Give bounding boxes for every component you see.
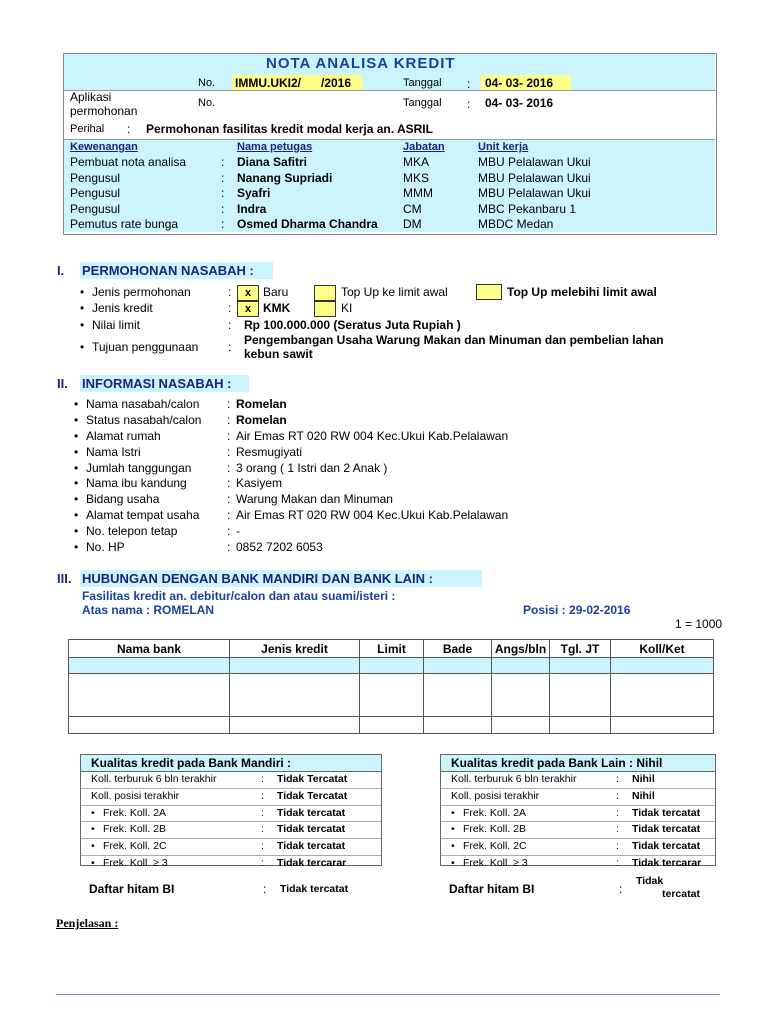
tujuan-value-1: Pengembangan Usaha Warung Makan dan Minuman dan pembelian lahan — [244, 333, 664, 347]
officer-name: Nanang Supriadi — [237, 170, 333, 185]
kualitas-row — [441, 822, 715, 839]
officer-colon: : — [221, 217, 225, 231]
officer-jabatan: MKA — [403, 155, 430, 169]
nasabah-label: • Bidang usaha — [86, 492, 159, 506]
officer-name: Diana Safitri — [237, 155, 308, 169]
kualitas-label: Koll. terburuk 6 bln terakhir — [91, 773, 217, 785]
kualitas-colon: : — [616, 823, 619, 836]
daftar-hitam-lain-value-2: tercatat — [662, 888, 700, 900]
checkbox-topup-lebih[interactable] — [476, 284, 502, 300]
kualitas-row — [441, 806, 715, 823]
officer-role: Pemutus rate bunga — [70, 217, 179, 231]
kualitas-lain-box — [440, 754, 716, 869]
th-bade: Bade — [424, 640, 492, 658]
kualitas-lain-title: Kualitas kredit pada Bank Lain : Nihil — [441, 755, 715, 772]
nasabah-label: • No. telepon tetap — [86, 524, 177, 538]
kualitas-label: • Frek. Koll. 2C — [463, 839, 527, 855]
nasabah-value: Air Emas RT 020 RW 004 Kec.Ukui Kab.Pelalawan — [236, 508, 509, 522]
nasabah-value: Kasiyem — [236, 476, 283, 490]
nasabah-label: • Nama ibu kandung — [86, 476, 187, 490]
section-2-number: II. — [57, 376, 68, 391]
section-1-number: I. — [57, 263, 65, 278]
officer-unit: MBU Pelalawan Ukui — [478, 155, 591, 169]
nilai-limit-colon: : — [228, 318, 232, 332]
kualitas-row — [441, 789, 715, 806]
section-1-title: PERMOHONAN NASABAH : — [82, 263, 254, 278]
kualitas-mandiri-box — [80, 754, 382, 869]
aplikasi-tanggal-value: 04- 03- 2016 — [485, 96, 554, 110]
option-topup-lebih: Top Up melebihi limit awal — [507, 285, 657, 299]
daftar-hitam-mandiri-colon: : — [263, 882, 267, 896]
nasabah-label: • Nama nasabah/calon — [86, 397, 199, 411]
officer-unit: MBC Pekanbaru 1 — [478, 201, 577, 216]
kualitas-row — [441, 856, 715, 872]
no-label: No. — [198, 77, 216, 89]
nasabah-label: • Status nasabah/calon — [86, 413, 201, 427]
section-3-title: HUBUNGAN DENGAN BANK MANDIRI DAN BANK LAIN : — [82, 571, 433, 586]
option-baru: Baru — [263, 285, 289, 299]
nasabah-label: • Jumlah tanggungan — [86, 461, 191, 475]
table-row — [69, 674, 714, 717]
daftar-hitam-mandiri-value: Tidak tercatat — [280, 883, 349, 895]
officer-name: Osmed Dharma Chandra — [237, 217, 378, 231]
document-title: NOTA ANALISA KREDIT — [266, 55, 456, 72]
tujuan-colon: : — [228, 340, 232, 354]
col-kewenangan: Kewenangan — [70, 141, 138, 153]
kualitas-row — [81, 839, 381, 856]
option-ki: KI — [341, 301, 353, 315]
kualitas-colon: : — [616, 806, 619, 819]
nasabah-colon: : — [227, 413, 231, 427]
perihal-value: Permohonan fasilitas kredit modal kerja an. ASRIL — [146, 122, 433, 136]
kualitas-colon: : — [616, 789, 619, 802]
officer-colon: : — [221, 201, 225, 216]
nasabah-label: • Alamat rumah — [86, 429, 161, 443]
nilai-limit-label: • Nilai limit — [92, 318, 140, 332]
th-koll-ket: Koll/Ket — [611, 640, 714, 658]
perihal-label: Perihal — [70, 123, 105, 135]
kualitas-value: Tidak tercatat — [277, 840, 346, 853]
daftar-hitam-lain-label: Daftar hitam BI — [449, 882, 535, 896]
kualitas-colon: : — [261, 823, 264, 836]
nasabah-value: 0852 7202 6053 — [236, 540, 323, 554]
kualitas-colon: : — [261, 806, 264, 819]
officer-colon: : — [221, 170, 225, 185]
tanggal-colon: : — [467, 77, 471, 91]
kualitas-value: Tidak tercarar — [277, 856, 347, 869]
officer-unit: MBU Pelalawan Ukui — [478, 170, 591, 185]
kualitas-row — [81, 772, 381, 789]
kualitas-row — [81, 789, 381, 806]
kualitas-value: Tidak tercatat — [277, 806, 346, 819]
jenis-kredit-label: • Jenis kredit — [92, 301, 153, 315]
col-nama-petugas: Nama petugas — [237, 141, 313, 153]
officer-jabatan: MMM — [403, 186, 433, 200]
nasabah-value: Warung Makan dan Minuman — [236, 492, 393, 506]
kualitas-label: Koll. posisi terakhir — [91, 789, 180, 802]
kualitas-value: Tidak Tercatat — [277, 773, 348, 785]
daftar-hitam-mandiri-label: Daftar hitam BI — [89, 882, 175, 896]
officer-role: Pembuat nota analisa — [70, 155, 187, 169]
nasabah-colon: : — [227, 397, 231, 411]
table-row — [69, 717, 714, 734]
table-row — [69, 658, 714, 674]
jenis-kredit-colon: : — [228, 301, 232, 315]
aplikasi-label-2: permohonan — [70, 104, 138, 118]
footer-divider — [56, 994, 720, 995]
section-2-title: INFORMASI NASABAH : — [82, 376, 232, 391]
kualitas-colon: : — [261, 856, 264, 869]
nasabah-colon: : — [227, 445, 231, 459]
tujuan-value-2: kebun sawit — [244, 347, 313, 361]
tanggal-label: Tanggal — [403, 77, 442, 89]
officer-colon: : — [221, 186, 225, 200]
col-unit-kerja: Unit kerja — [478, 141, 529, 153]
aplikasi-tanggal-colon: : — [467, 97, 471, 111]
kualitas-label: • Frek. Koll. ≥ 3 — [103, 856, 168, 872]
nasabah-colon: : — [227, 429, 231, 443]
th-nama-bank: Nama bank — [69, 640, 230, 658]
aplikasi-no-label: No. — [198, 97, 216, 109]
nasabah-label: • No. HP — [86, 540, 125, 554]
bank-relationship-table — [68, 639, 714, 734]
th-limit: Limit — [360, 640, 424, 658]
kualitas-value: Tidak tercatat — [632, 823, 701, 836]
checkbox-baru[interactable]: x — [237, 285, 259, 301]
kualitas-row — [81, 806, 381, 823]
nasabah-value: Romelan — [236, 413, 287, 427]
fasilitas-text: Fasilitas kredit an. debitur/calon dan atau suami/isteri : — [82, 589, 396, 603]
unit-note: 1 = 1000 — [675, 617, 723, 631]
penjelasan-label: Penjelasan : — [56, 916, 119, 930]
kualitas-colon: : — [261, 773, 264, 785]
kualitas-value: Tidak tercatat — [632, 840, 701, 853]
daftar-hitam-lain-colon: : — [619, 882, 623, 896]
kualitas-colon: : — [616, 840, 619, 853]
officer-jabatan: CM — [403, 201, 422, 216]
tujuan-label: • Tujuan penggunaan — [92, 340, 198, 354]
jenis-permohonan-colon: : — [228, 285, 232, 299]
aplikasi-label-1: Aplikasi — [70, 90, 112, 104]
daftar-hitam-lain-value-1: Tidak — [636, 875, 664, 887]
th-jenis-kredit: Jenis kredit — [230, 640, 360, 658]
nasabah-colon: : — [227, 461, 231, 475]
nasabah-value: Resmugiyati — [236, 445, 303, 459]
jenis-permohonan-label: • Jenis permohonan — [92, 285, 191, 299]
posisi-date: Posisi : 29-02-2016 — [523, 603, 631, 617]
officer-name: Indra — [237, 201, 267, 216]
kualitas-colon: : — [616, 773, 619, 785]
aplikasi-tanggal-label: Tanggal — [403, 97, 442, 109]
officer-unit: MBDC Medan — [478, 217, 554, 231]
kualitas-value: Tidak tercatat — [632, 806, 701, 819]
checkbox-topup-awal[interactable] — [314, 285, 336, 301]
officer-jabatan: DM — [403, 217, 422, 231]
kualitas-label: • Frek. Koll. 2A — [463, 806, 526, 822]
kualitas-label: • Frek. Koll. 2B — [103, 822, 166, 838]
officer-role: Pengusul — [70, 201, 121, 216]
kualitas-label: • Frek. Koll. ≥ 3 — [463, 856, 528, 872]
kualitas-value: Tidak Tercatat — [277, 789, 348, 802]
tanggal-value: 04- 03- 2016 — [485, 76, 554, 90]
divider-2 — [64, 139, 715, 140]
th-angs-bln: Angs/bln — [492, 640, 550, 658]
kualitas-row — [81, 856, 381, 872]
officer-name: Syafri — [237, 186, 271, 200]
nasabah-value: 3 orang ( 1 Istri dan 2 Anak ) — [236, 461, 388, 475]
no-value: IMMU.UKI2/ /2016 — [235, 76, 352, 90]
officer-jabatan: MKS — [403, 170, 430, 185]
nasabah-colon: : — [227, 524, 231, 538]
officer-role: Pengusul — [70, 170, 121, 185]
kualitas-row — [441, 772, 715, 789]
option-kmk: KMK — [263, 301, 291, 315]
kualitas-label: • Frek. Koll. 2C — [103, 839, 167, 855]
kualitas-row — [441, 839, 715, 856]
kualitas-value: Nihil — [632, 773, 655, 785]
section-3-number: III. — [57, 571, 72, 586]
th-tgl-jt: Tgl. JT — [550, 640, 611, 658]
nasabah-colon: : — [227, 476, 231, 490]
checkbox-kmk[interactable]: x — [237, 301, 259, 317]
kualitas-colon: : — [261, 840, 264, 853]
nasabah-colon: : — [227, 508, 231, 522]
atas-nama: Atas nama : ROMELAN — [82, 603, 215, 617]
kualitas-label: Koll. posisi terakhir — [451, 789, 540, 802]
officer-unit: MBU Pelalawan Ukui — [478, 186, 591, 200]
kualitas-value: Tidak tercarar — [632, 856, 702, 869]
perihal-colon: : — [127, 122, 131, 136]
kualitas-label: • Frek. Koll. 2B — [463, 822, 526, 838]
officer-colon: : — [221, 155, 225, 169]
kualitas-value: Tidak tercatat — [277, 823, 346, 836]
nilai-limit-value: Rp 100.000.000 (Seratus Juta Rupiah ) — [244, 318, 461, 332]
kualitas-label: • Frek. Koll. 2A — [103, 806, 166, 822]
kualitas-value: Nihil — [632, 789, 655, 802]
nasabah-label: • Nama Istri — [86, 445, 141, 459]
kualitas-row — [81, 822, 381, 839]
nasabah-colon: : — [227, 540, 231, 554]
kualitas-colon: : — [616, 856, 619, 869]
nasabah-label: • Alamat tempat usaha — [86, 508, 199, 522]
officer-role: Pengusul — [70, 186, 121, 200]
nasabah-value: Romelan — [236, 397, 287, 411]
divider-1 — [64, 90, 715, 91]
kualitas-mandiri-title: Kualitas kredit pada Bank Mandiri : — [81, 755, 381, 772]
option-topup-awal: Top Up ke limit awal — [341, 285, 448, 299]
checkbox-ki[interactable] — [314, 301, 336, 317]
nasabah-value: - — [236, 524, 240, 538]
col-jabatan: Jabatan — [403, 141, 445, 153]
nasabah-value: Air Emas RT 020 RW 004 Kec.Ukui Kab.Pelalawan — [236, 429, 509, 443]
kualitas-label: Koll. terburuk 6 bln terakhir — [451, 773, 577, 785]
kualitas-colon: : — [261, 789, 264, 802]
nasabah-colon: : — [227, 492, 231, 506]
